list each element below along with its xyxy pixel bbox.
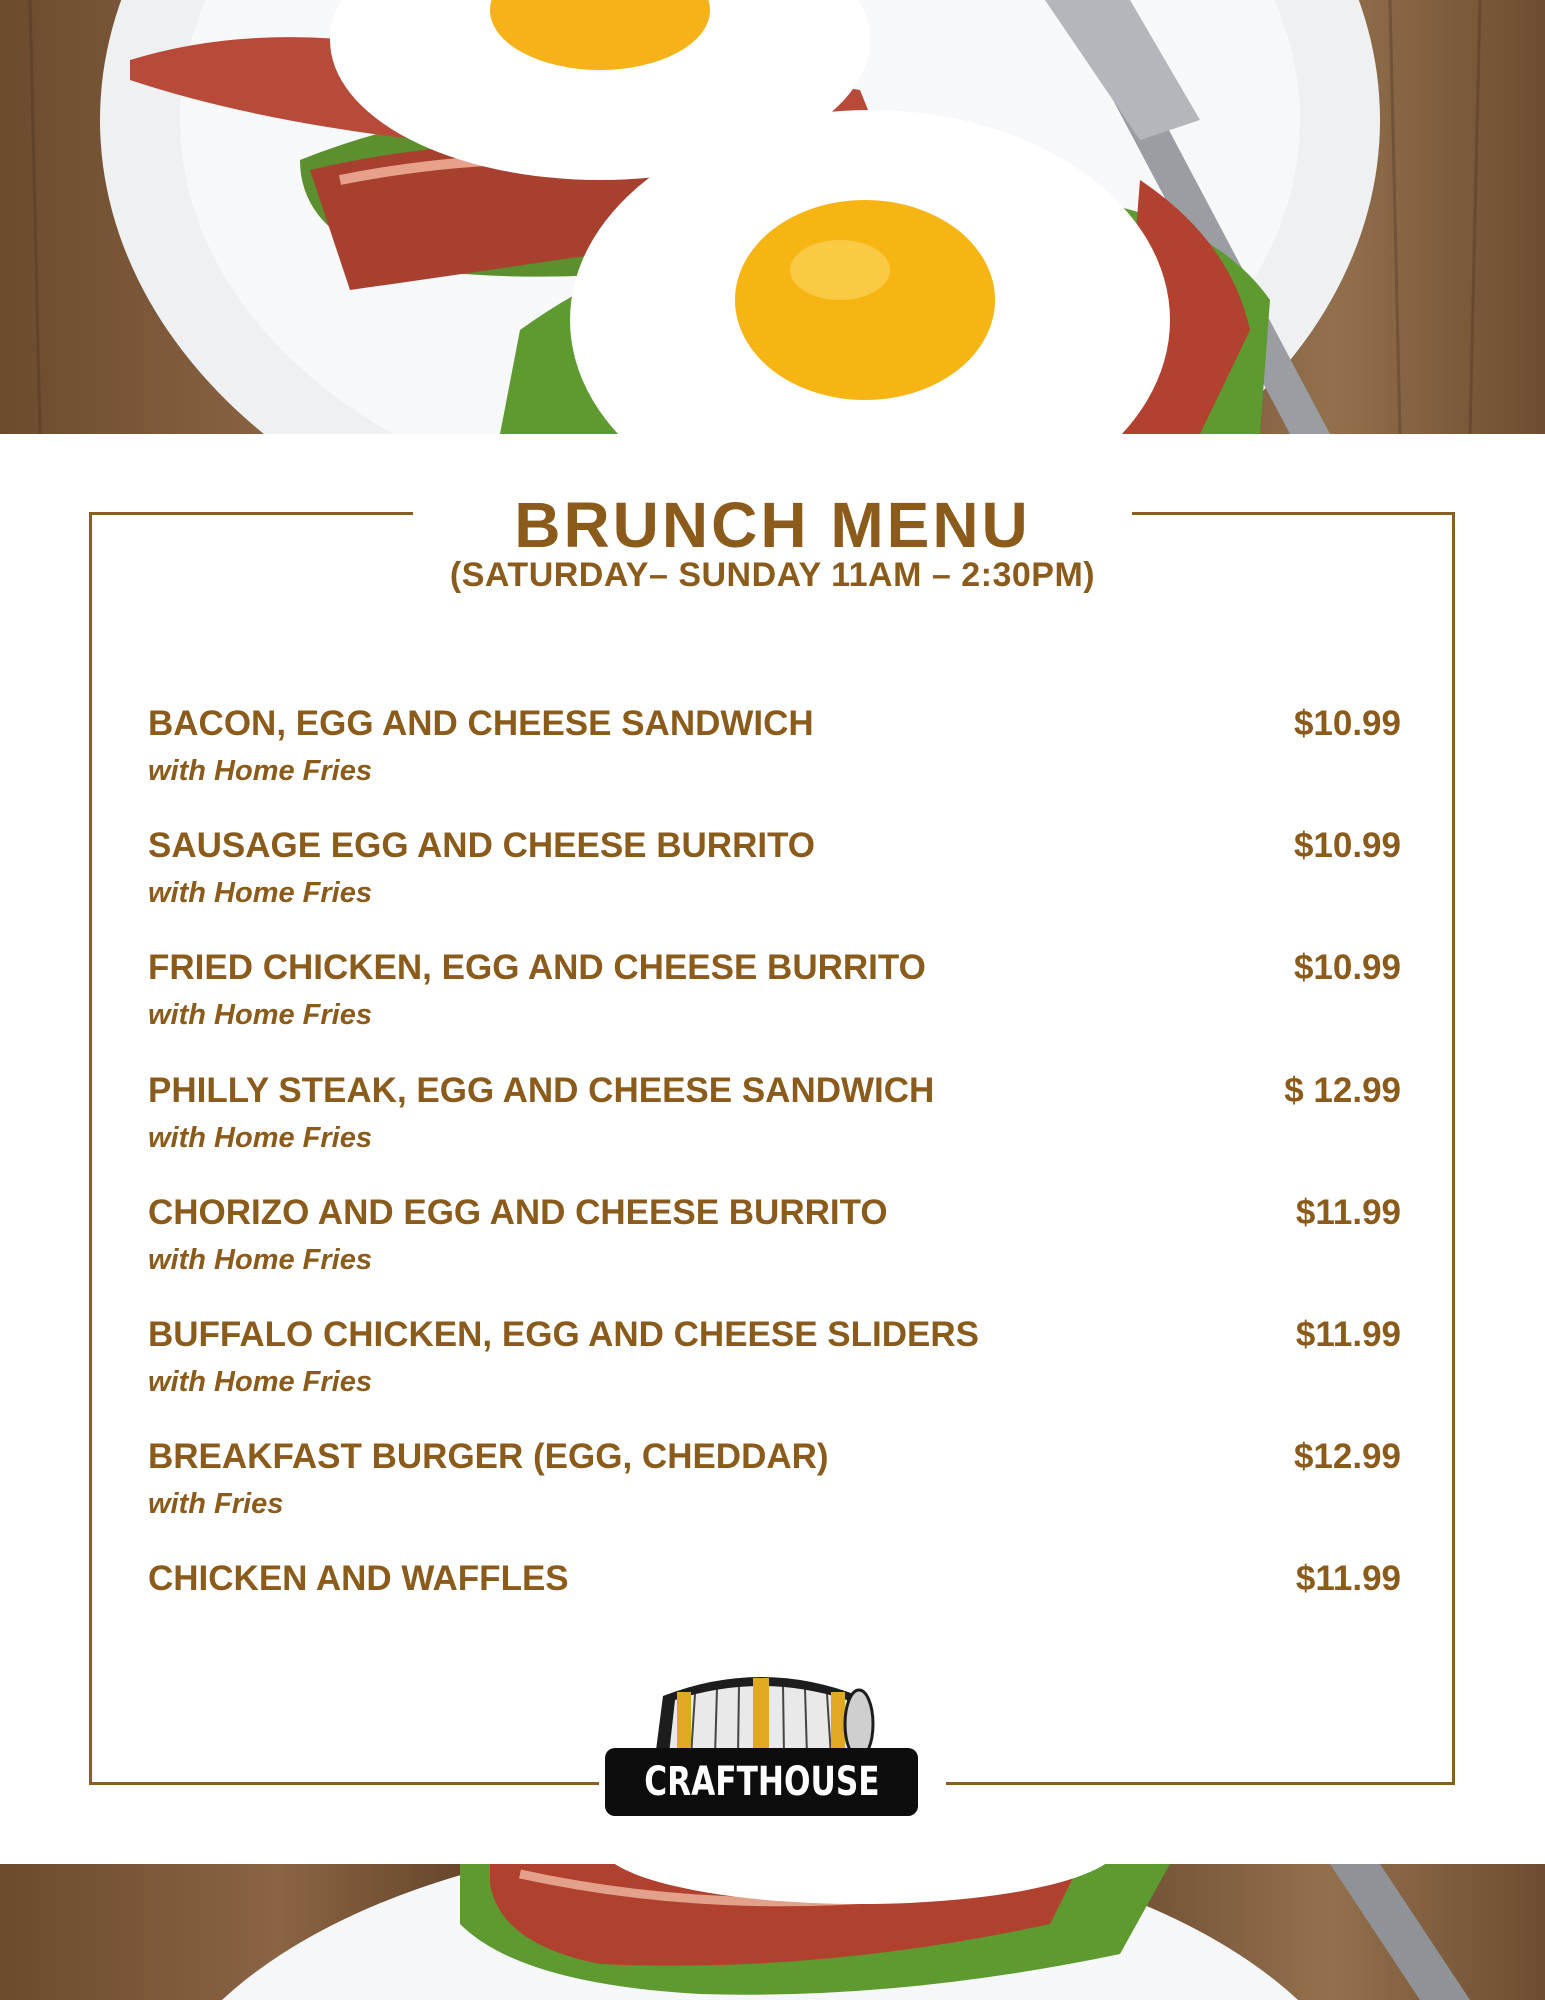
item-description: with Home Fries (148, 1122, 372, 1154)
menu-item (148, 1431, 1401, 1525)
item-name: BUFFALO CHICKEN, EGG AND CHEESE SLIDERS (148, 1315, 979, 1354)
item-description: with Fries (148, 1488, 284, 1520)
item-price: $10.99 (1293, 948, 1401, 987)
menu-item (148, 1553, 1401, 1605)
frame-right-line (1452, 512, 1455, 1785)
frame-bottom-right-line (946, 1782, 1455, 1785)
menu-item (148, 698, 1401, 792)
item-name: FRIED CHICKEN, EGG AND CHEESE BURRITO (148, 948, 926, 987)
item-price: $11.99 (1295, 1193, 1401, 1232)
item-description: with Home Fries (148, 999, 372, 1031)
item-name: BACON, EGG AND CHEESE SANDWICH (148, 704, 814, 743)
item-price: $ 12.99 (1284, 1071, 1401, 1110)
logo-badge (605, 1748, 918, 1816)
menu-item (148, 820, 1401, 914)
menu-hours: (SATURDAY– SUNDAY 11AM – 2:30PM) (449, 556, 1096, 594)
menu-item (148, 1309, 1401, 1403)
item-description: with Home Fries (148, 1244, 372, 1276)
item-name: BREAKFAST BURGER (EGG, CHEDDAR) (148, 1437, 829, 1476)
footer-food-photo (0, 1864, 1545, 2000)
hero-food-photo (0, 0, 1545, 434)
item-price: $11.99 (1295, 1315, 1401, 1354)
item-price: $11.99 (1295, 1559, 1401, 1598)
item-name: CHICKEN AND WAFFLES (148, 1559, 569, 1598)
item-description: with Home Fries (148, 877, 372, 909)
frame-left-line (89, 512, 92, 1785)
item-description: with Home Fries (148, 755, 372, 787)
item-price: $10.99 (1293, 826, 1401, 865)
menu-item (148, 1187, 1401, 1281)
item-name: CHORIZO AND EGG AND CHEESE BURRITO (148, 1193, 888, 1232)
menu-item (148, 942, 1401, 1036)
item-price: $10.99 (1293, 704, 1401, 743)
item-price: $12.99 (1293, 1437, 1401, 1476)
logo-text: CRAFTHOUSE (643, 1759, 880, 1805)
menu-item (148, 1065, 1401, 1159)
frame-bottom-left-line (89, 1782, 599, 1785)
menu-title: BRUNCH MENU (514, 489, 1031, 561)
item-description: with Home Fries (148, 1366, 372, 1398)
item-name: SAUSAGE EGG AND CHEESE BURRITO (148, 826, 816, 865)
crafthouse-logo (605, 1664, 918, 1816)
item-name: PHILLY STEAK, EGG AND CHEESE SANDWICH (148, 1071, 935, 1110)
